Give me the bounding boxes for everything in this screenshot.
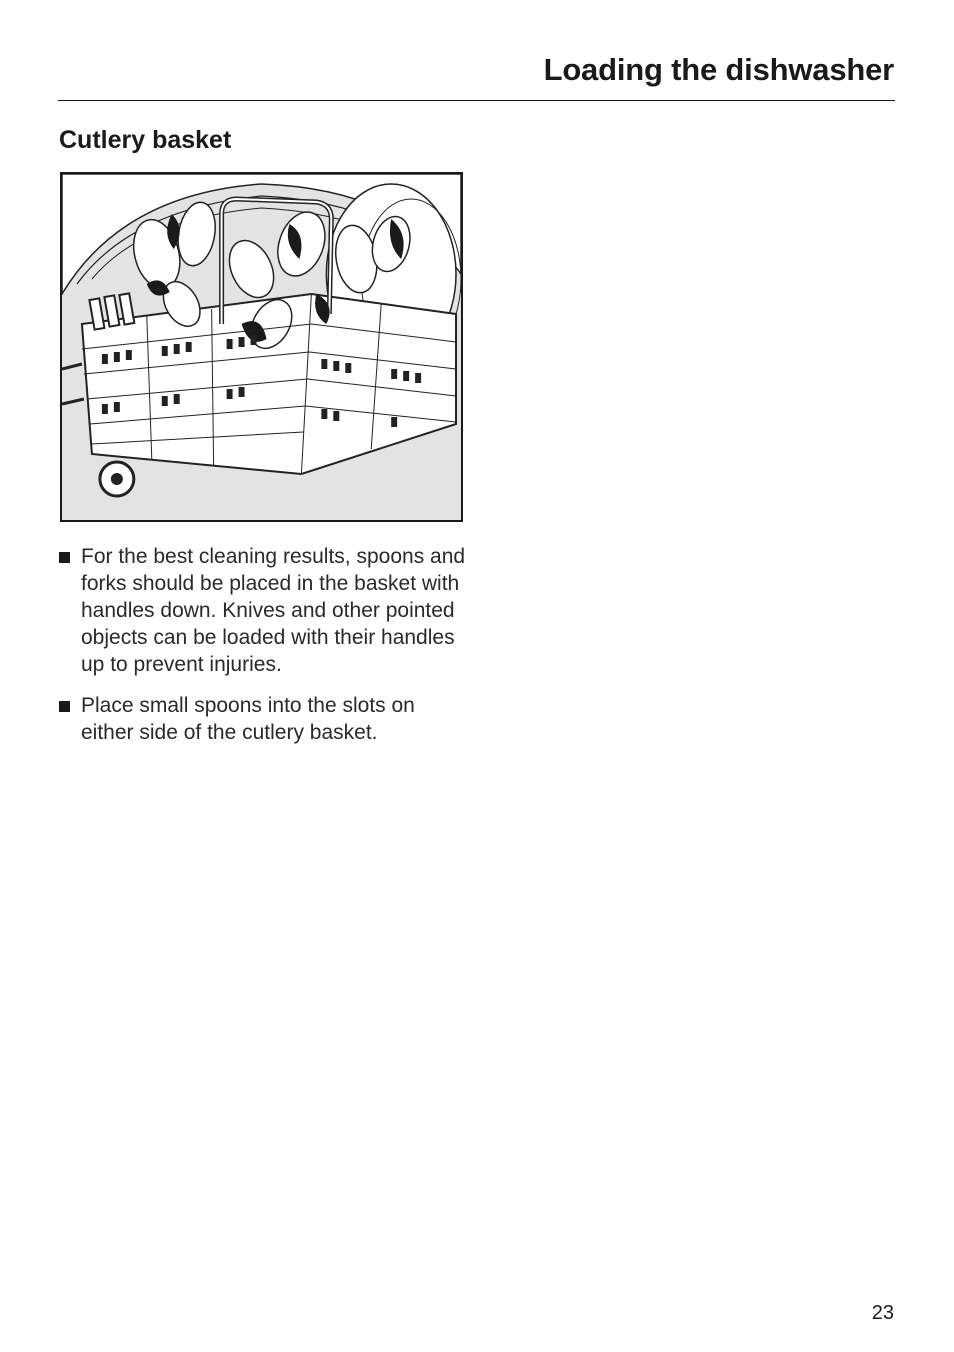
page-number: 23	[871, 1302, 894, 1324]
square-bullet-icon	[59, 552, 70, 563]
header-divider	[58, 100, 895, 101]
section-heading: Cutlery basket	[59, 126, 232, 154]
list-item-text: Place small spoons into the slots on either side of the cutlery basket.	[81, 694, 415, 744]
page-title: Loading the dishwasher	[543, 52, 894, 87]
list-item	[58, 543, 468, 678]
list-item-text: For the best cleaning results, spoons and forks should be placed in the basket with handles down. Knives and other pointed objects can be loaded with their handles up to prevent injuries.	[81, 545, 466, 676]
list-item	[58, 692, 468, 746]
instruction-list	[58, 543, 468, 760]
cutlery-basket-illustration	[60, 172, 463, 522]
square-bullet-icon	[59, 701, 70, 712]
